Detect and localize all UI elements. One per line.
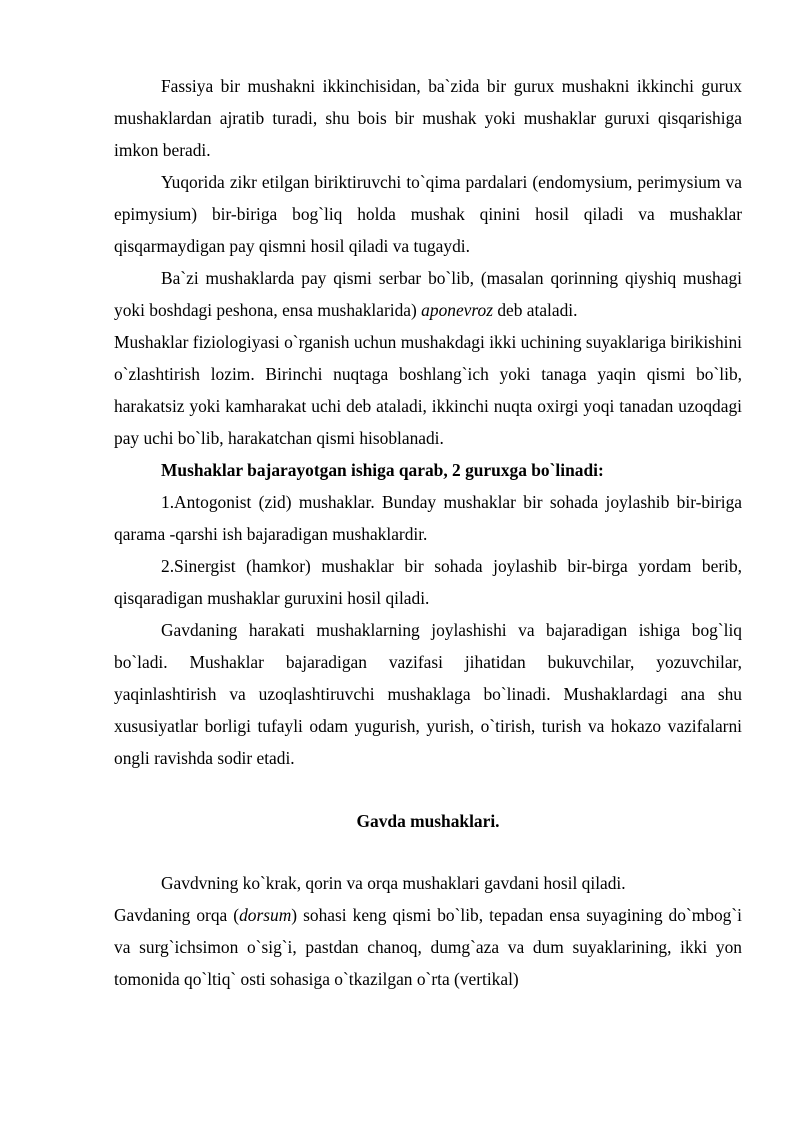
paragraph-dorsum-text-after: ) sohasi keng qismi bo`lib, tepadan ensa suyagining do`mbog`i va surg`ichsimon o`sig`i, pastdan chanoq, dumg`aza va dum suyaklarining, ikki yon tomonida qo`ltiq` osti sohasiga o`tkazilgan o`rta (vertikal) xyxy=(114,905,742,989)
paragraph-fiziologiya: Mushaklar fiziologiyasi o`rganish uchun mushakdagi ikki uchining suyaklariga birikishini o`zlashtirish lozim. Birinchi nuqtaga boshlang`ich yoki tanaga yaqin qismi bo`lib, harakatsiz yoki kamharakat uchi deb ataladi, ikkinchi nuqta oxirgi yoqi tanadan uzoqdagi pay uchi bo`lib, harakatchan qismi hisoblanadi. xyxy=(114,332,742,448)
paragraph-antogonist: 1.Antogonist (zid) mushaklar. Bunday mushaklar bir sohada joylashib bir-biriga qarama -qarshi ish bajaradigan mushaklardir. xyxy=(114,492,742,544)
paragraph-sinergist: 2.Sinergist (hamkor) mushaklar bir sohada joylashib bir-birga yordam berib, qisqaradigan mushaklar guruxini hosil qiladi. xyxy=(114,556,742,608)
paragraph-gavda-mushaklari: Gavdvning ko`krak, qorin va orqa mushaklari gavdani hosil qiladi. xyxy=(161,873,626,893)
paragraph-gavda-harakati: Gavdaning harakati mushaklarning joylashishi va bajaradigan ishiga bog`liq bo`ladi. Mushaklar bajaradigan vazifasi jihatidan bukuvchilar, yozuvchilar, yaqinlashtirish va uzoqlashtiruvchi mushaklaga bo`linadi. Mushaklardagi ana shu xususiyatlar borligi tufayli odam yugurish, yurish, o`tirish, turish va hokazo vazifalarni ongli ravishda sodir etadi. xyxy=(114,620,742,768)
paragraph-guruxlar-title: Mushaklar bajarayotgan ishiga qarab, 2 guruxga bo`linadi: xyxy=(161,460,604,480)
paragraph-dorsum-text-before: Gavdaning orqa ( xyxy=(114,905,240,925)
paragraph-aponevroz xyxy=(114,262,742,326)
section-heading: Gavda mushaklari. xyxy=(356,811,500,831)
aponevroz-term: aponevroz xyxy=(421,300,493,320)
paragraph-dorsum xyxy=(114,899,742,995)
paragraph-aponevroz-text-after: deb ataladi. xyxy=(492,300,578,320)
paragraph-fassiya: Fassiya bir mushakni ikkinchisidan, ba`zida bir gurux mushakni ikkinchi gurux mushaklardan ajratib turadi, shu bois bir mushak yoki mushaklar guruxi qisqarishiga imkon beradi. xyxy=(114,76,742,160)
paragraph-aponevroz-text-before: Ba`zi mushaklarda pay qismi serbar bo`lib, (masalan qorinning qiyshiq mushagi yoki boshdagi peshona, ensa mushaklarida) xyxy=(114,268,742,320)
document-page xyxy=(114,70,742,995)
paragraph-pardalar: Yuqorida zikr etilgan biriktiruvchi to`qima pardalari (endomysium, perimysium va epimysium) bir-biriga bog`liq holda mushak qinini hosil qiladi va mushaklar qisqarmaydigan pay qismni hosil qiladi va tugaydi. xyxy=(114,172,742,256)
dorsum-term: dorsum xyxy=(239,905,292,925)
